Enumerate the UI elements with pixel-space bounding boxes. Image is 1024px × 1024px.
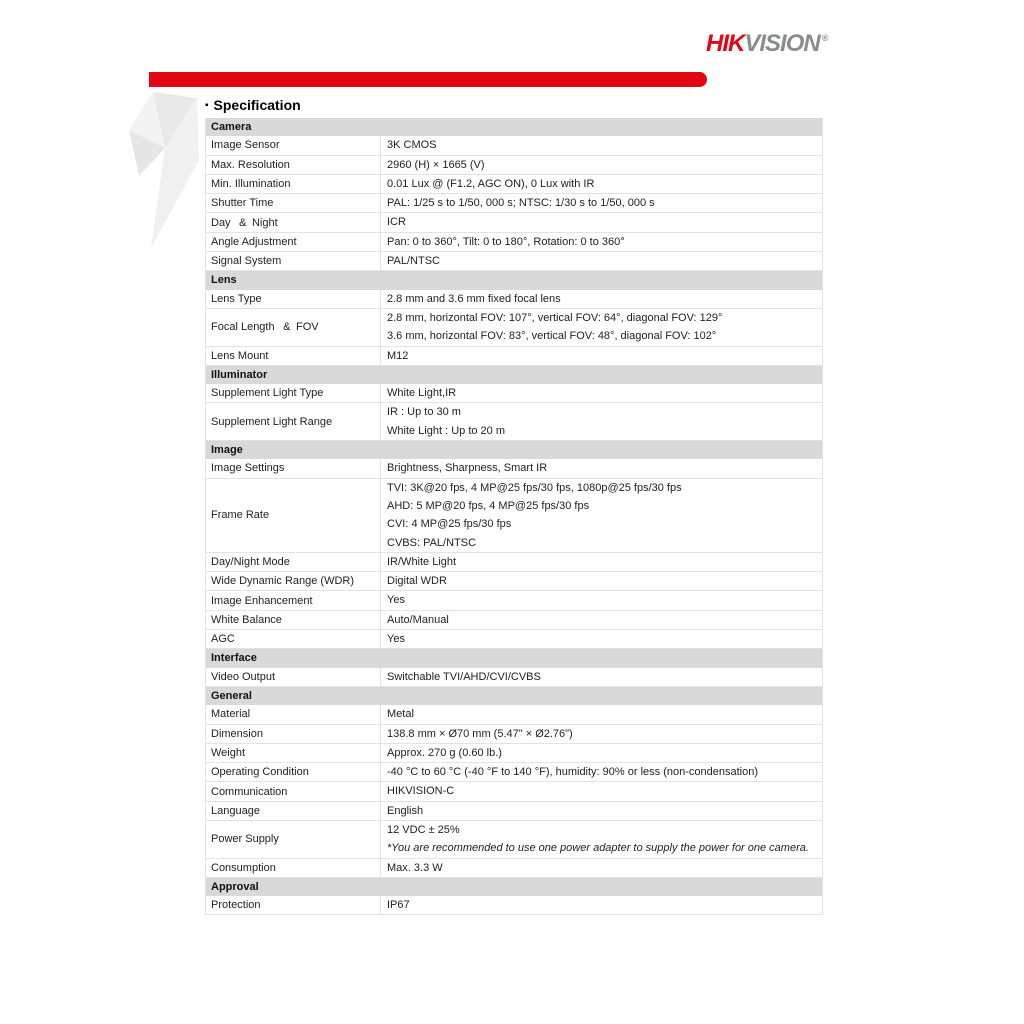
spec-value-line: Digital WDR [387,575,447,588]
spec-label: Day/Night Mode [206,553,381,571]
spec-label: Shutter Time [206,194,381,212]
section-header-image: Image [206,441,822,459]
spec-row [206,384,822,403]
spec-value [381,896,822,914]
spec-value [381,479,822,552]
spec-value-line: Auto/Manual [387,613,449,626]
spec-value [381,175,822,193]
spec-row [206,782,822,801]
spec-label: Dimension [206,725,381,743]
registered-trademark-icon: ® [821,33,829,43]
spec-row [206,630,822,649]
spec-row [206,725,822,744]
spec-row [206,233,822,252]
spec-value-line: PAL: 1/25 s to 1/50, 000 s; NTSC: 1/30 s to 1/50, 000 s [387,197,655,210]
spec-label: Protection [206,896,381,914]
spec-value-line: CVBS: PAL/NTSC [387,536,477,549]
spec-label: Wide Dynamic Range (WDR) [206,572,381,590]
spec-value-line: IR : Up to 30 m [387,406,461,419]
spec-value [381,859,822,877]
spec-label: Signal System [206,252,381,270]
spec-row [206,802,822,821]
spec-label: Video Output [206,668,381,686]
logo-vision-text: VISION [744,30,820,57]
spec-row [206,859,822,878]
spec-row [206,479,822,553]
spec-value-line: Max. 3.3 W [387,861,443,874]
spec-label: Frame Rate [206,479,381,552]
spec-row [206,290,822,309]
spec-value [381,782,822,800]
spec-label: Angle Adjustment [206,233,381,251]
hikvision-logo [706,30,828,58]
section-header-illuminator: Illuminator [206,366,822,384]
spec-label: Image Settings [206,459,381,477]
spec-row [206,572,822,591]
spec-value-line: CVI: 4 MP@25 fps/30 fps [387,518,512,531]
spec-value-line: English [387,804,424,817]
spec-value-line: *You are recommended to use one power adapter to supply the power for one camera. [387,842,809,855]
spec-value [381,591,822,609]
spec-value-line: 3.6 mm, horizontal FOV: 83°, vertical FOV: 48°, diagonal FOV: 102° [387,330,717,343]
spec-label: AGC [206,630,381,648]
spec-value-line: Pan: 0 to 360°, Tilt: 0 to 180°, Rotation: 0 to 360° [387,235,625,248]
spec-value-line: IP67 [387,899,410,912]
spec-value-line: Brightness, Sharpness, Smart IR [387,462,548,475]
spec-label: Operating Condition [206,763,381,781]
spec-value [381,459,822,477]
spec-row [206,194,822,213]
spec-label: Consumption [206,859,381,877]
spec-label: Power Supply [206,821,381,858]
spec-row [206,821,822,859]
spec-table [205,118,823,915]
spec-label: Communication [206,782,381,800]
spec-value [381,384,822,402]
spec-value [381,136,822,154]
spec-value-line: Switchable TVI/AHD/CVI/CVBS [387,670,541,683]
spec-label: Weight [206,744,381,762]
spec-value-line: White Light : Up to 20 m [387,424,505,437]
spec-label: Image Sensor [206,136,381,154]
spec-label: Material [206,705,381,723]
spec-row [206,213,822,232]
spec-row [206,252,822,271]
page-title-text: Specification [213,97,301,113]
spec-value-line: 138.8 mm × Ø70 mm (5.47" × Ø2.76") [387,727,573,740]
spec-value [381,611,822,629]
spec-value-line: 3K CMOS [387,139,437,152]
spec-label: White Balance [206,611,381,629]
spec-value-line: Approx. 270 g (0.60 lb.) [387,746,502,759]
spec-row [206,896,822,914]
spec-label: Supplement Light Type [206,384,381,402]
spec-label: Max. Resolution [206,156,381,174]
spec-value-line: PAL/NTSC [387,255,440,268]
spec-value-line: TVI: 3K@20 fps, 4 MP@25 fps/30 fps, 1080p@25 fps/30 fps [387,481,682,494]
spec-value-line: 2960 (H) × 1665 (V) [387,158,485,171]
spec-label: Language [206,802,381,820]
spec-label: Day & Night [206,213,381,231]
spec-value-line: Yes [387,594,405,607]
spec-row [206,347,822,366]
spec-row [206,403,822,441]
spec-value-line: 0.01 Lux @ (F1.2, AGC ON), 0 Lux with IR [387,177,595,190]
spec-row [206,591,822,610]
spec-value [381,668,822,686]
spec-value [381,194,822,212]
spec-value-line: -40 °C to 60 °C (-40 °F to 140 °F), humidity: 90% or less (non-condensation) [387,766,758,779]
section-header-camera: Camera [206,118,822,136]
spec-row [206,763,822,782]
spec-value [381,744,822,762]
spec-value [381,763,822,781]
spec-value [381,347,822,365]
spec-row [206,744,822,763]
spec-value-line: 2.8 mm, horizontal FOV: 107°, vertical FOV: 64°, diagonal FOV: 129° [387,311,723,324]
header-rule [149,72,707,87]
spec-row [206,611,822,630]
spec-row [206,459,822,478]
spec-row [206,553,822,572]
spec-value [381,233,822,251]
spec-value [381,403,822,440]
spec-value [381,553,822,571]
spec-value [381,802,822,820]
spec-label: Supplement Light Range [206,403,381,440]
square-bullet-icon: ▪ [205,100,209,111]
spec-value-line: Metal [387,708,414,721]
spec-value-line: M12 [387,349,409,362]
spec-label: Image Enhancement [206,591,381,609]
section-header-interface: Interface [206,649,822,667]
section-header-general: General [206,687,822,705]
spec-value-line: ICR [387,216,406,229]
spec-value [381,252,822,270]
spec-row [206,309,822,347]
spec-value-line: Yes [387,633,405,646]
spec-value-line: White Light,IR [387,387,457,400]
spec-row [206,136,822,155]
spec-value [381,630,822,648]
spec-label: Lens Type [206,290,381,308]
spec-value-line: HIKVISION-C [387,785,455,798]
spec-value-line: 2.8 mm and 3.6 mm fixed focal lens [387,292,561,305]
page-title [205,97,301,113]
spec-value [381,572,822,590]
spec-label: Focal Length & FOV [206,309,381,346]
spec-value [381,309,822,346]
spec-row [206,668,822,687]
spec-value [381,705,822,723]
spec-value [381,821,822,858]
spec-value-line: 12 VDC ± 25% [387,823,460,836]
section-header-lens: Lens [206,271,822,289]
section-header-approval: Approval [206,878,822,896]
spec-value [381,290,822,308]
spec-label: Min. Illumination [206,175,381,193]
spec-value [381,156,822,174]
spec-value [381,725,822,743]
spec-value-line: AHD: 5 MP@20 fps, 4 MP@25 fps/30 fps [387,499,590,512]
spec-row [206,156,822,175]
spec-label: Lens Mount [206,347,381,365]
logo-hik-text: HIK [706,30,745,57]
spec-row [206,705,822,724]
spec-value [381,213,822,231]
spec-row [206,175,822,194]
spec-value-line: IR/White Light [387,555,457,568]
